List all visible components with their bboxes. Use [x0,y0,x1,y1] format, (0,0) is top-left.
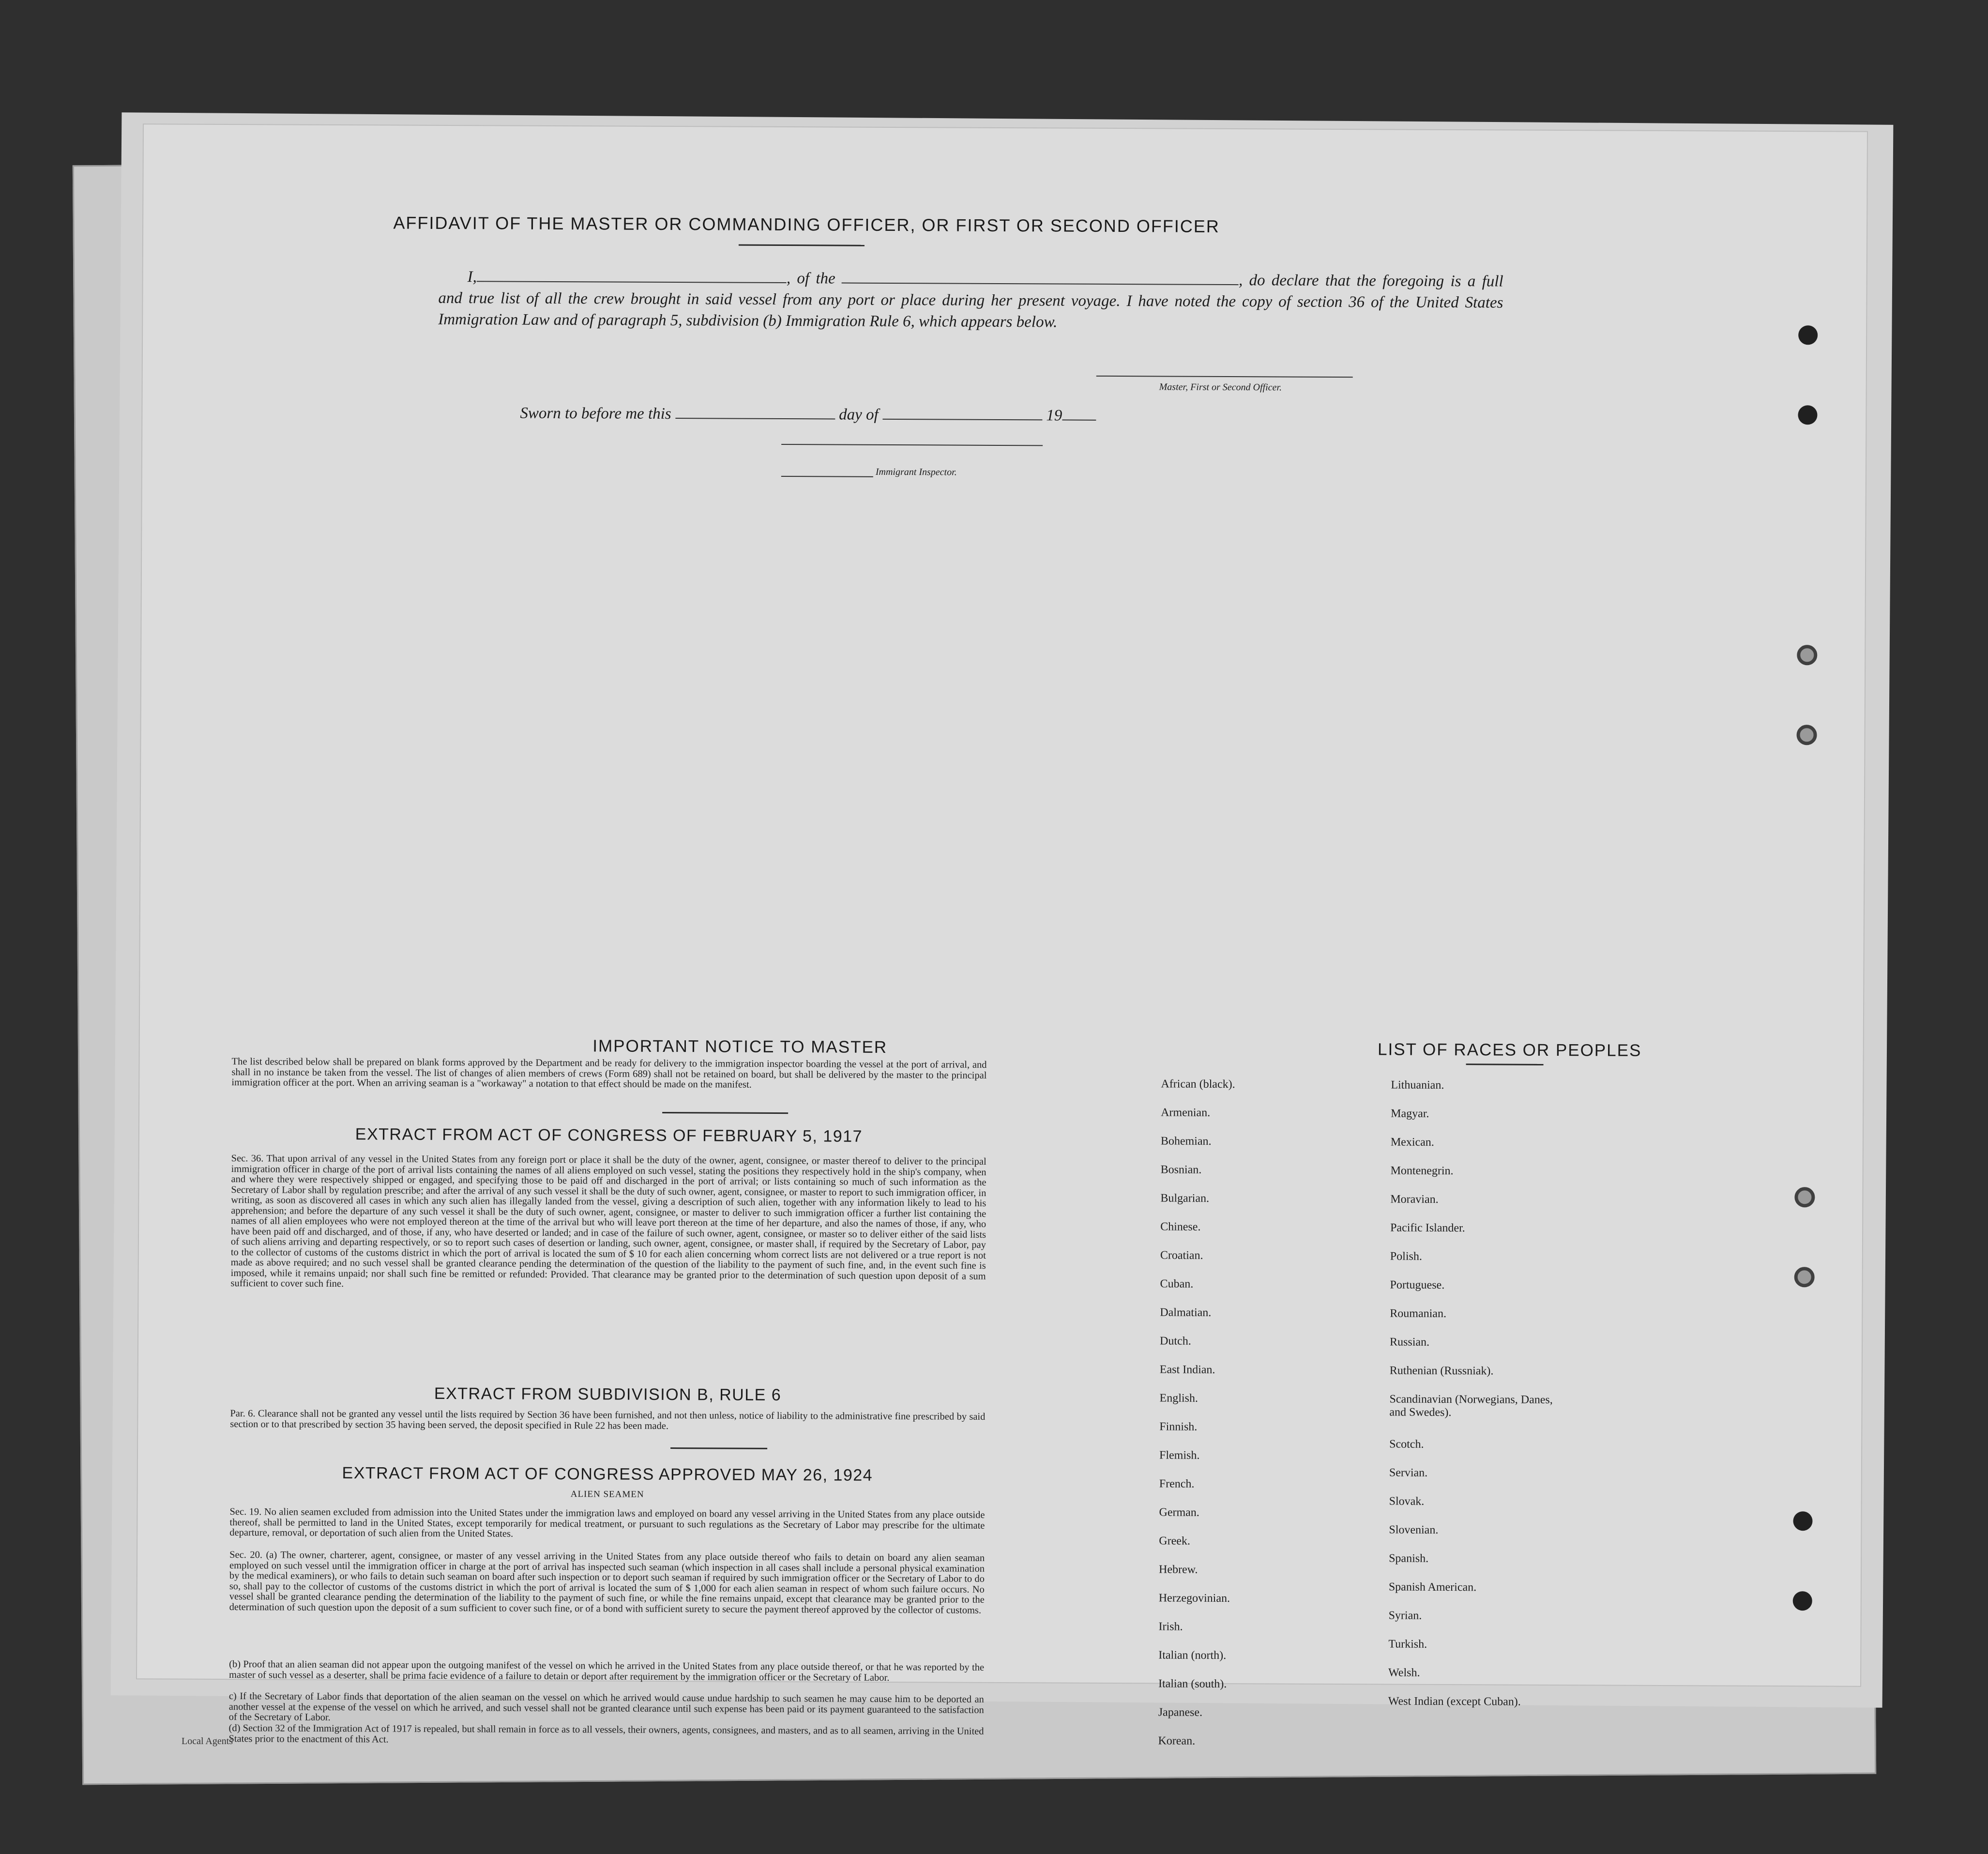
race-item: Servian. [1389,1466,1428,1479]
rule6-rule [670,1447,767,1449]
race-item: Moravian. [1390,1193,1439,1206]
races-left-column [1158,1078,1235,1763]
race-item: Dutch. [1160,1335,1191,1348]
race-item: French. [1159,1477,1195,1490]
race-item: Magyar. [1391,1107,1429,1120]
punch-hole [1794,1187,1815,1207]
race-item: Bohemian. [1160,1135,1212,1148]
race-item: Armenian. [1161,1106,1211,1119]
act-1924-title: EXTRACT FROM ACT OF CONGRESS APPROVED MAY 26, 1924 [342,1464,873,1485]
act-1924-sec20d: (d) Section 32 of the Immigration Act of 1917 is repealed, but shall remain in force as to all vessels, their owners, agents, consignees, and masters, and as to all seamen, arriving in the United States prior to the enactment of this Act. [228,1723,984,1745]
sworn-year-blank [1062,420,1096,421]
race-item: Finnish. [1159,1420,1198,1433]
race-item: Lithuanian. [1391,1079,1444,1092]
race-item: Hebrew. [1158,1563,1198,1576]
punch-hole [1793,1591,1812,1611]
race-item: East Indian. [1159,1363,1215,1376]
race-item: Italian (south). [1158,1677,1227,1691]
race-item: Pacific Islander. [1390,1221,1465,1235]
punch-hole [1796,725,1817,745]
race-item: Herzegovinian. [1158,1592,1230,1605]
race-item: Bosnian. [1160,1163,1202,1176]
race-item: Cuban. [1160,1277,1194,1291]
race-item: Ruthenian (Russniak). [1389,1364,1494,1378]
sworn-day-of: day of [839,406,879,424]
race-item: Slovenian. [1389,1523,1439,1536]
punch-hole [1793,1511,1812,1531]
race-item: Spanish. [1389,1552,1429,1565]
race-item: Greek. [1159,1535,1190,1548]
rule6-body: Par. 6. Clearance shall not be granted any vessel until the lists required by Section 36 have been furnished, and not then unless, notice of liability to the administrative fine prescribed by said section or to that prescribed by section 35 having been served, the deposit specified in Rule 22 has been made. [230,1408,986,1431]
race-item: Welsh. [1388,1666,1420,1679]
races-rule [1466,1064,1544,1065]
notice-body: The list described below shall be prepared on blank forms approved by the Department and be ready for delivery to the immigration inspector boarding the vessel at the port of arrival, and shall in no instance be taken from the vessel. The list of changes of alien members of crews (Form 689) shall not be retained on board, but shall be delivered by the master to the principal immigration officer at the port. When an arriving seaman is a "workaway" a notation to that effect should be made on the manifest. [231,1056,987,1090]
race-item: English. [1159,1392,1198,1405]
races-title: LIST OF RACES OR PEOPLES [1377,1040,1642,1060]
race-item: Polish. [1390,1250,1422,1263]
master-signature-line [1096,376,1353,378]
race-item: Scandinavian (Norwegians, Danes, and Swedes). [1389,1393,1553,1419]
race-item: Spanish American. [1388,1580,1477,1594]
declaration-body: that the foregoing is a full and true list of all the crew brought in said vessel from any port or place during her present voyage. I have noted the copy of section 36 of the United States Immigration Law and of paragraph 5, subdivision (b) Immigration Rule 6, which appears below. [438,272,1503,331]
race-item: Irish. [1158,1620,1183,1633]
race-item: Bulgarian. [1160,1192,1210,1205]
inspector-signature-line [781,444,1043,446]
race-item: Mexican. [1390,1136,1434,1149]
sworn-prefix: Sworn to before me this [520,404,671,423]
act-1924-sec20c: c) If the Secretary of Labor finds that deportation of the alien seaman on the vessel on which he arrived would cause undue hardship to such seamen he may cause him to be deported an another vessel at the expense of the vessel on which he arrived, and such vessel shall not be granted clearance until such expense has been paid or its payment guaranteed to the satisfaction of the Secretary of Labor. [228,1691,984,1723]
sworn-year: 19 [1046,407,1062,425]
race-item: Croatian. [1160,1249,1203,1262]
race-item: Scotch. [1389,1438,1424,1451]
notice-title: IMPORTANT NOTICE TO MASTER [592,1036,888,1057]
underlying-footer: Local Agents [182,1736,233,1747]
affidavit-title: AFFIDAVIT OF THE MASTER OR COMMANDING OFFICER, OR FIRST OR SECOND OFFICER [393,213,1220,236]
race-item: Japanese. [1158,1706,1203,1719]
act-1924-sec19: Sec. 19. No alien seamen excluded from admission into the United States under the immigration laws and employed on board any vessel arriving in the United States from any place outside thereof, shall be permitted to land in the United States, except temporarily for medical treatment, or pursuant to such regulations as the Secretary of Labor may prescribe for the ultimate departure, removal, or deportation of such alien from the United States. [229,1506,985,1539]
races-right-column [1388,1079,1565,1741]
act-1924-sec20b: (b) Proof that an alien seaman did not appear upon the outgoing manifest of the vessel on which he arrived in the United States from any place outside thereof, or that he was reported by the master of such vessel as a deserter, shall be prima facie evidence of a failure to detain or deport after requirement by the immigration officer or the Secretary of Labor. [229,1659,985,1683]
master-signature-label: Master, First or Second Officer. [1159,381,1282,393]
punch-hole [1794,1267,1815,1287]
race-item: Turkish. [1388,1638,1427,1651]
declaration-i: I, [467,268,477,286]
sworn-statement [520,405,1149,426]
race-item: West Indian (except Cuban). [1388,1695,1521,1708]
declaration-of-the: , of the [786,270,835,288]
race-item: Korean. [1158,1734,1196,1748]
race-item: Russian. [1390,1336,1430,1349]
act-1924-sec20a: Sec. 20. (a) The owner, charterer, agent, consignee, or master of any vessel arriving in the United States from any place outside thereof who fails to detain on board any alien seaman employed on such vessel until the immigration officer in charge at the port of arrival has inspected such seaman (which inspection in all cases shall include a personal physical examination by the medical examiners), or who fails to detain such seaman on board after such inspection or to deport such seaman if required by such immigration officer or the Secretary of Labor to do so, shall pay to the collector of customs of the customs district in which the port of arrival is located the sum of $ 1,000 for each alien seaman in respect of whom such failure occurs. No vessel shall be granted clearance pending the determination of the liability to the payment of such fine, or while the fine remains unpaid, except that clearance may be granted prior to the determination of such question upon the deposit of a sum sufficient to cover such fine, or of a bond with sufficient surety to secure the payment thereof approved by the collector of customs. [229,1550,985,1616]
sworn-month-blank [882,419,1042,420]
race-item: Dalmatian. [1160,1306,1212,1319]
name-blank [477,281,787,283]
race-item: Flemish. [1159,1449,1200,1462]
race-item: Chinese. [1160,1220,1201,1233]
race-item: African (black). [1161,1078,1235,1091]
race-item: Roumanian. [1390,1307,1447,1321]
vessel-blank [842,283,1239,286]
declaration-declare: , do declare [1238,272,1319,289]
sworn-day-blank [675,418,835,419]
punch-hole [1797,645,1817,665]
punch-hole [1798,405,1817,425]
punch-hole [1798,325,1818,345]
race-item: Slovak. [1389,1495,1425,1508]
act-1924-subtitle: ALIEN SEAMEN [570,1489,644,1500]
extract-1917-body: Sec. 36. That upon arrival of any vessel in the United States from any foreign port or place it shall be the duty of the owner, agent, consignee, or master thereof to deliver to the principal immigration officer in charge of the port of arrival lists containing the names of all aliens employed on such vessel, stating the positions they respectively hold in the ship's company, when and where they were respectively shipped or engaged, and specifying those to be paid off and discharged in the port of arrival; or lists containing so much of such information as the Secretary of Labor shall by regulation prescribe; and after the arrival of any such vessel it shall be the duty of such owner, agent, consignee, or master to report to such immigration officer, in writing, as soon as discovered all cases in which any such alien has illegally landed from the vessel, giving a description of such alien, together with any information likely to lead to his apprehension; and before the departure of any such vessel it shall be the duty of such owner, agent, consignee, or master to deliver to such immigration officer a further list containing the names of all alien employees who were not employed thereon at the time of the arrival but who will leave port thereon at the time of her departure, and also the names of those, if any, who have been paid off and discharged, and of those, if any, who have deserted or landed; and in case of the failure of such owner, agent, consignee, or master so to deliver either of the said lists of such aliens arriving and departing respectively, or so to report such cases of desertion or landing, such owner, agent, consignee, or master shall, if required by the Secretary of Labor, pay to the collector of customs of the customs district in which the port of arrival is located the sum of $ 10 for each alien concerning whom correct lists are not delivered or a true report is not made as above required; and no such vessel shall be granted clearance pending the determination of the question of the liability to the payment of such fine, and, in the event such fine is imposed, while it remains unpaid; nor shall such fine be remitted or refunded: Provided. That clearance may be granted prior to the determination of such question upon deposit of a sum sufficient to cover such fine. [230,1153,986,1290]
race-item: Syrian. [1388,1609,1422,1622]
notice-rule [662,1112,788,1114]
race-item: Montenegrin. [1390,1164,1454,1178]
race-item: Portuguese. [1390,1278,1445,1292]
inspector-label: Immigrant Inspector. [875,466,957,478]
title-rule [739,244,865,246]
rule6-title: EXTRACT FROM SUBDIVISION B, RULE 6 [434,1384,782,1405]
affidavit-declaration [438,266,1503,335]
race-item: Italian (north). [1158,1649,1227,1662]
inspector-lead-line [781,476,873,477]
race-item: German. [1159,1506,1199,1519]
extract-1917-title: EXTRACT FROM ACT OF CONGRESS OF FEBRUARY 5, 1917 [355,1125,863,1146]
